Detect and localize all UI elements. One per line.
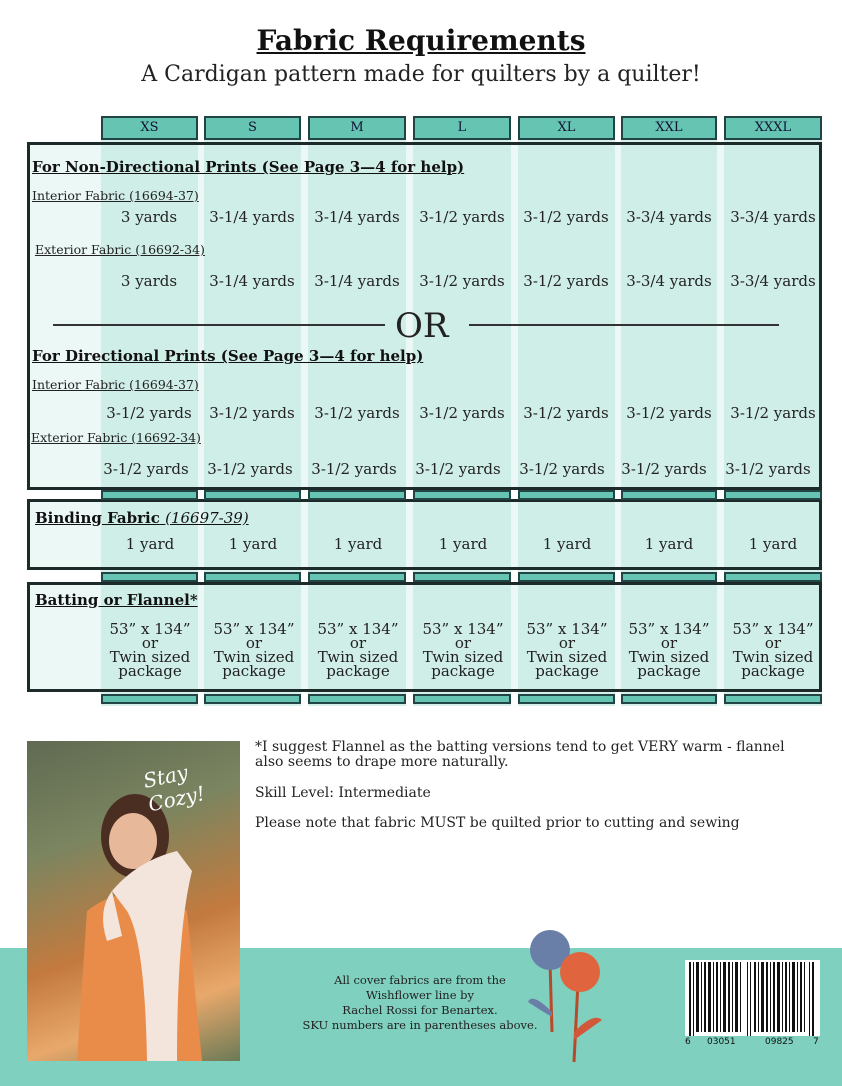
- fabric-credit: [295, 973, 545, 1033]
- batting-line4: package: [637, 662, 701, 680]
- batting-l: [411, 622, 515, 678]
- size-header-m: M: [308, 116, 406, 140]
- d-interior-label: Interior Fabric (16694-37): [32, 377, 199, 392]
- credit-line-3: Rachel Rossi for Benartex.: [342, 1003, 498, 1017]
- binding-s: 1 yard: [228, 535, 278, 553]
- batting-m: [306, 622, 410, 678]
- nd-exterior-label: Exterior Fabric (16692-34): [35, 242, 205, 257]
- d-exterior-s: 3-1/2 yards: [207, 460, 293, 478]
- d-exterior-label: Exterior Fabric (16692-34): [31, 430, 201, 445]
- d-exterior-xs: 3-1/2 yards: [103, 460, 189, 478]
- quilt-note: Please note that fabric MUST be quilted prior to cutting and sewing: [255, 815, 740, 831]
- batting-or: or: [558, 634, 576, 652]
- or-divider-text: OR: [395, 306, 449, 346]
- batting-line4: package: [326, 662, 390, 680]
- batting-dimension: 53” x 134”: [628, 620, 710, 638]
- binding-xs: 1 yard: [125, 535, 175, 553]
- batting-or: or: [660, 634, 678, 652]
- batting-heading: Batting or Flannel*: [35, 591, 198, 609]
- binding-xxxl: 1 yard: [748, 535, 798, 553]
- non-directional-heading: For Non-Directional Prints (See Page 3—4 for help): [32, 158, 465, 176]
- barcode-bars: [685, 960, 820, 1036]
- d-exterior-xxxl: 3-1/2 yards: [725, 460, 811, 478]
- batting-dimension: 53” x 134”: [213, 620, 295, 638]
- batting-line4: package: [741, 662, 805, 680]
- binding-m: 1 yard: [333, 535, 383, 553]
- binding-heading-text: Binding Fabric: [35, 509, 160, 527]
- nd-exterior-xxxl: 3-3/4 yards: [730, 272, 816, 290]
- nd-exterior-xxl: 3-3/4 yards: [626, 272, 712, 290]
- credit-line-2: Wishflower line by: [365, 988, 475, 1002]
- batting-xxxl: [721, 622, 825, 678]
- nd-exterior-m: 3-1/4 yards: [314, 272, 400, 290]
- batting-dimension: 53” x 134”: [422, 620, 504, 638]
- batting-line3: Twin sized: [628, 648, 710, 666]
- size-header-xs: XS: [101, 116, 198, 140]
- batting-xxl: [617, 622, 721, 678]
- size-header-xxxl: XXXL: [724, 116, 822, 140]
- size-header-l: L: [413, 116, 511, 140]
- d-interior-xxxl: 3-1/2 yards: [730, 404, 816, 422]
- batting-line4: package: [118, 662, 182, 680]
- nd-interior-m: 3-1/4 yards: [314, 208, 400, 226]
- page-title: Fabric Requirements: [256, 24, 586, 57]
- batting-s: [202, 622, 306, 678]
- binding-l: 1 yard: [438, 535, 488, 553]
- nd-exterior-s: 3-1/4 yards: [209, 272, 295, 290]
- barcode-digit-4: 7: [813, 1037, 819, 1047]
- batting-or: or: [245, 634, 263, 652]
- batting-line4: package: [431, 662, 495, 680]
- size-header-xxl: XXL: [621, 116, 717, 140]
- batting-or: or: [349, 634, 367, 652]
- nd-interior-xxl: 3-3/4 yards: [626, 208, 712, 226]
- page-subtitle: A Cardigan pattern made for quilters by a quilter!: [141, 62, 701, 87]
- nd-exterior-xl: 3-1/2 yards: [523, 272, 609, 290]
- batting-line3: Twin sized: [526, 648, 608, 666]
- barcode-digit-3: 09825: [765, 1037, 794, 1047]
- skill-level: Skill Level: Intermediate: [255, 785, 431, 801]
- barcode: [685, 960, 820, 1048]
- d-exterior-m: 3-1/2 yards: [311, 460, 397, 478]
- binding-xl: 1 yard: [542, 535, 592, 553]
- batting-line3: Twin sized: [213, 648, 295, 666]
- d-interior-l: 3-1/2 yards: [419, 404, 505, 422]
- d-interior-xl: 3-1/2 yards: [523, 404, 609, 422]
- batting-line3: Twin sized: [732, 648, 814, 666]
- binding-xxl: 1 yard: [644, 535, 694, 553]
- binding-sku: (16697-39): [165, 509, 249, 527]
- credit-line-1: All cover fabrics are from the: [334, 973, 506, 987]
- batting-dimension: 53” x 134”: [526, 620, 608, 638]
- binding-heading: [35, 509, 249, 527]
- nd-exterior-xs: 3 yards: [120, 272, 178, 290]
- nd-interior-xxxl: 3-3/4 yards: [730, 208, 816, 226]
- nd-interior-xs: 3 yards: [120, 208, 178, 226]
- batting-line3: Twin sized: [317, 648, 399, 666]
- batting-line3: Twin sized: [422, 648, 504, 666]
- batting-or: or: [141, 634, 159, 652]
- d-interior-xxl: 3-1/2 yards: [626, 404, 712, 422]
- batting-or: or: [764, 634, 782, 652]
- nd-interior-l: 3-1/2 yards: [419, 208, 505, 226]
- batting-xs: [98, 622, 202, 678]
- d-interior-m: 3-1/2 yards: [314, 404, 400, 422]
- batting-or: or: [454, 634, 472, 652]
- d-interior-xs: 3-1/2 yards: [106, 404, 192, 422]
- d-exterior-xxl: 3-1/2 yards: [621, 460, 707, 478]
- batting-line3: Twin sized: [109, 648, 191, 666]
- batting-dimension: 53” x 134”: [317, 620, 399, 638]
- or-divider-right: [469, 324, 779, 326]
- size-header-xl: XL: [518, 116, 615, 140]
- batting-xl: [515, 622, 619, 678]
- stay-cozy-script: Stay Cozy!: [141, 760, 207, 817]
- nd-interior-label: Interior Fabric (16694-37): [32, 188, 199, 203]
- nd-interior-s: 3-1/4 yards: [209, 208, 295, 226]
- d-interior-s: 3-1/2 yards: [209, 404, 295, 422]
- batting-dimension: 53” x 134”: [732, 620, 814, 638]
- d-exterior-l: 3-1/2 yards: [415, 460, 501, 478]
- or-divider-left: [53, 324, 385, 326]
- barcode-digit-1: 6: [685, 1037, 691, 1047]
- flannel-note: *I suggest Flannel as the batting versions tend to get VERY warm - flannel also seems to drape more naturally.: [255, 739, 785, 770]
- size-header-s: S: [204, 116, 301, 140]
- barcode-digit-2: 03051: [707, 1037, 736, 1047]
- nd-exterior-l: 3-1/2 yards: [419, 272, 505, 290]
- d-exterior-xl: 3-1/2 yards: [519, 460, 605, 478]
- model-photo: [27, 741, 240, 1061]
- batting-line4: package: [535, 662, 599, 680]
- nd-interior-xl: 3-1/2 yards: [523, 208, 609, 226]
- batting-dimension: 53” x 134”: [109, 620, 191, 638]
- credit-line-4: SKU numbers are in parentheses above.: [302, 1018, 538, 1032]
- directional-heading: For Directional Prints (See Page 3—4 for help): [32, 347, 424, 365]
- batting-line4: package: [222, 662, 286, 680]
